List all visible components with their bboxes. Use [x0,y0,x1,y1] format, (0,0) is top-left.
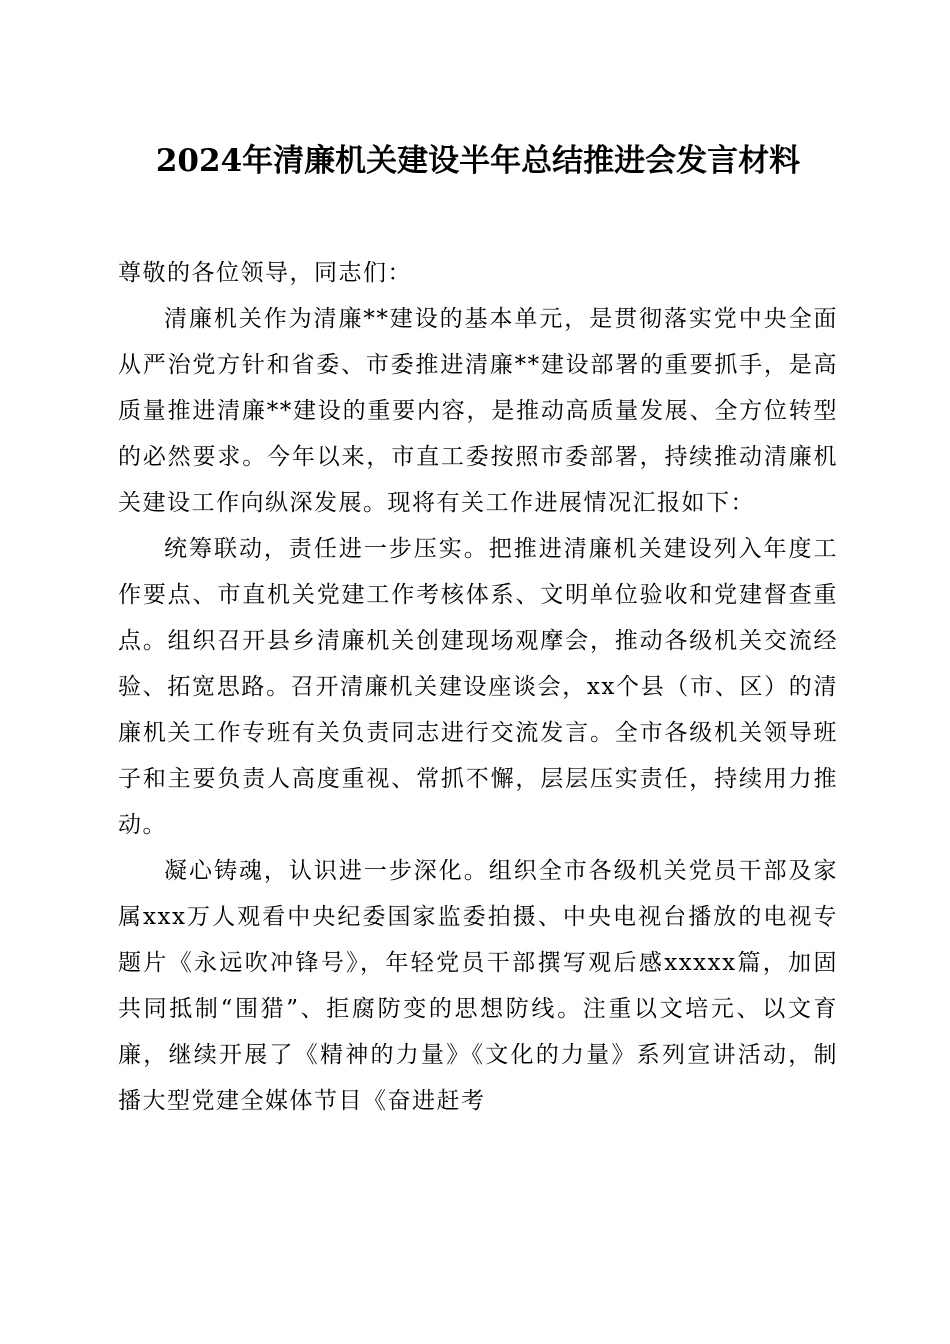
document-body [118,250,838,1124]
salutation: 尊敬的各位领导，同志们： [118,260,412,286]
paragraph-awareness: 凝心铸魂，认识进一步深化。组织全市各级机关党员干部及家属xxx万人观看中央纪委国家监委拍摄、中央电视台播放的电视专题片《永远吹冲锋号》，年轻党员干部撰写观后感xxxxx篇，加固共同抵制“围猎”、拒腐防变的思想防线。注重以文培元、以文育廉，继续开展了《精神的力量》《文化的力量》系列宣讲活动，制播大型党建全媒体节目《奋进赶考 [118,858,838,1114]
paragraph-intro: 清廉机关作为清廉**建设的基本单元，是贯彻落实党中央全面从严治党方针和省委、市委推进清廉**建设部署的重要抓手，是高质量推进清廉**建设的重要内容，是推动高质量发展、全方位转型的必然要求。今年以来，市直工委按照市委部署，持续推动清廉机关建设工作向纵深发展。现将有关工作进展情况汇报如下： [118,306,838,516]
paragraph-coordination: 统筹联动，责任进一步压实。把推进清廉机关建设列入年度工作要点、市直机关党建工作考核体系、文明单位验收和党建督查重点。组织召开县乡清廉机关创建现场观摩会，推动各级机关交流经验、拓宽思路。召开清廉机关建设座谈会，xx个县（市、区）的清廉机关工作专班有关负责同志进行交流发言。全市各级机关领导班子和主要负责人高度重视、常抓不懈，层层压实责任，持续用力推动。 [118,536,838,838]
document-title: 2024年清廉机关建设半年总结推进会发言材料 [155,143,801,179]
